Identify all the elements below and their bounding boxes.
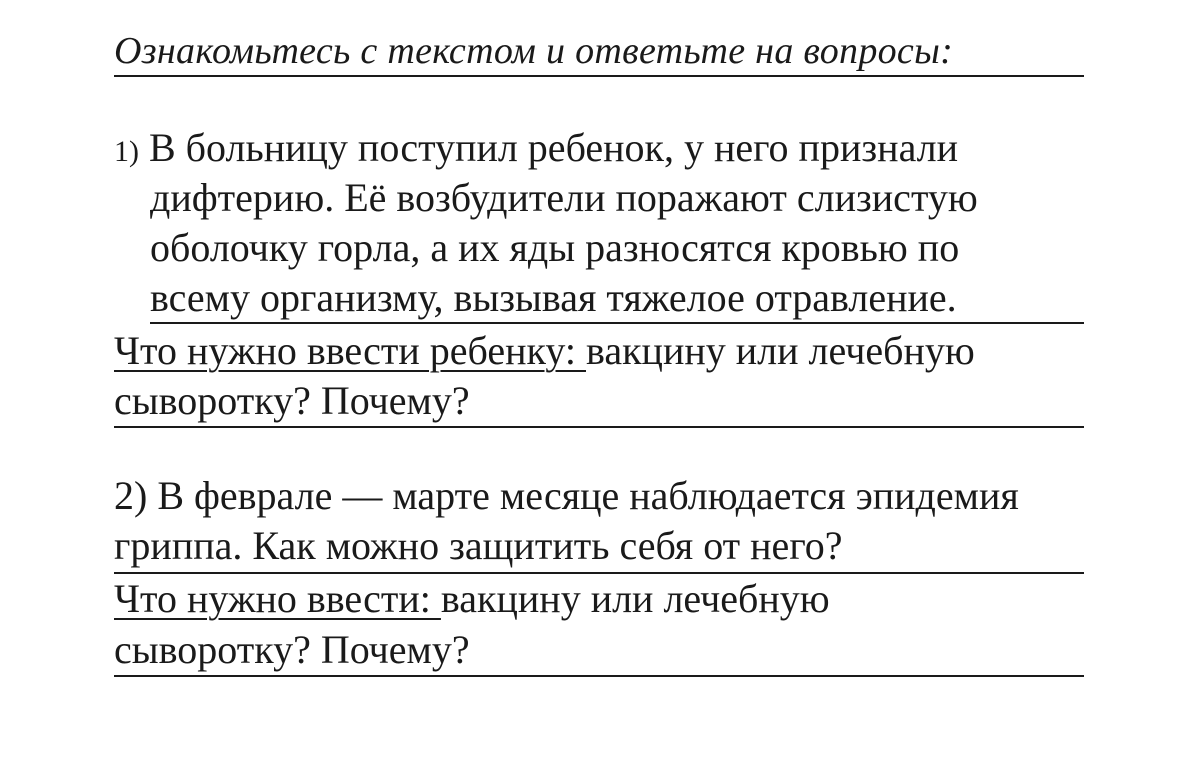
- task-2-question-line-2: сыворотку? Почему?: [114, 627, 470, 672]
- task-1-line-1: [114, 124, 958, 176]
- task-1-question-rest: вакцину или лечебную: [586, 328, 975, 373]
- worksheet-heading: Ознакомьтесь с текстом и ответьте на вопросы:: [114, 30, 954, 72]
- task-2-text-rule: [114, 572, 1084, 574]
- task-1-line-4: всему организму, вызывая тяжелое отравление.: [150, 275, 957, 320]
- task-2-question-underlined: Что нужно ввести:: [114, 576, 441, 621]
- task-2-question-rest: вакцину или лечебную: [440, 576, 830, 621]
- task-1-question-line-1: [114, 327, 975, 375]
- task-1-number: 1): [114, 135, 139, 168]
- task-1-line-2: дифтерию. Её возбудители поражают слизистую: [150, 175, 978, 220]
- task-2-line-2: гриппа. Как можно защитить себя от него?: [114, 523, 843, 568]
- heading-rule: [114, 75, 1084, 77]
- task-2-line-1: 2) В феврале — марте месяце наблюдается эпидемия: [114, 473, 1019, 518]
- task-2-question-line-1: [114, 575, 830, 623]
- task-2-answer-rule: [114, 675, 1084, 677]
- task-1-text-rule: [150, 322, 1084, 324]
- task-1-answer-rule: [114, 426, 1084, 428]
- task-1-line-3: оболочку горла, а их яды разносятся кровью по: [150, 225, 960, 270]
- task-1-question-line-2: сыворотку? Почему?: [114, 378, 470, 423]
- task-1-question-underlined: Что нужно ввести ребенку:: [114, 328, 586, 373]
- task-1-text-1: В больницу поступил ребенок, у него признали: [149, 125, 959, 170]
